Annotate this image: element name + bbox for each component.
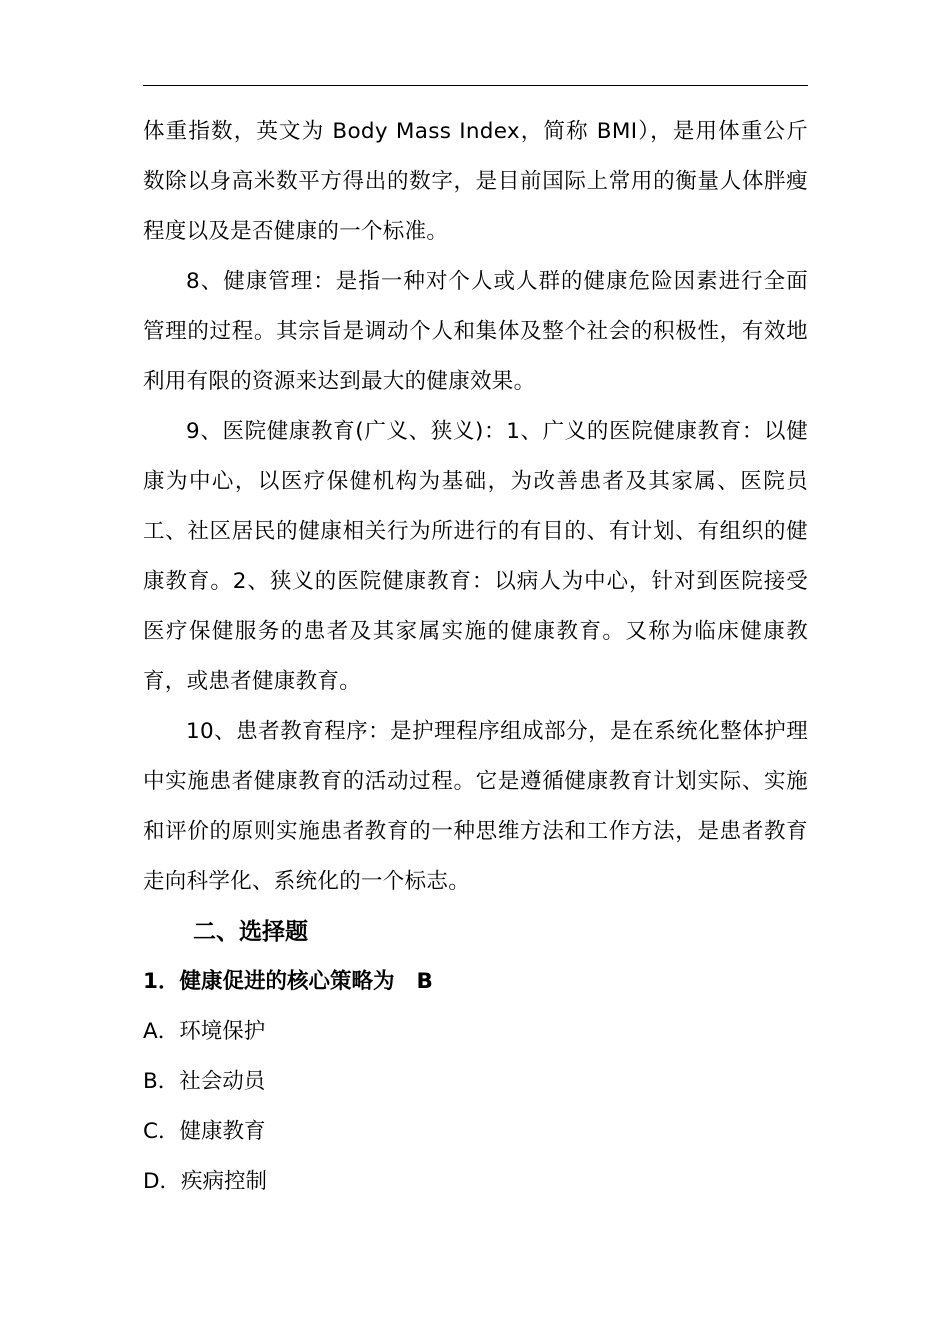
option-d: D．疾病控制 (143, 1169, 268, 1194)
option-c: C．健康教育 (143, 1119, 266, 1144)
document-body (143, 107, 808, 1207)
paragraph-health-management: 8、健康管理：是指一种对个人或人群的健康危险因素进行全面管理的过程。其宗旨是调动个人和集体及整个社会的积极性，有效地利用有限的资源来达到最大的健康效果。 (143, 269, 808, 394)
section-heading-choice-questions: 二、选择题 (193, 919, 308, 945)
question-text: 1．健康促进的核心策略为 (143, 969, 395, 994)
paragraph-bmi: 体重指数，英文为 Body Mass Index，简称 BMI），是用体重公斤数除以身高米数平方得出的数字，是目前国际上常用的衡量人体胖瘦程度以及是否健康的一个标准。 (143, 119, 808, 244)
paragraph-hospital-health-education: 9、医院健康教育(广义、狭义)：1、广义的医院健康教育：以健康为中心，以医疗保健机构为基础，为改善患者及其家属、医院员工、社区居民的健康相关行为所进行的有目的、有计划、有组织的健康教育。2、狭义的医院健康教育：以病人为中心，针对到医院接受医疗保健服务的患者及其家属实施的健康教育。又称为临床健康教育，或患者健康教育。 (143, 419, 808, 694)
question-answer: B (416, 969, 433, 994)
option-a: A．环境保护 (143, 1019, 266, 1044)
option-b: B．社会动员 (143, 1069, 266, 1094)
header-rule (143, 85, 808, 86)
paragraph-patient-education-process: 10、患者教育程序：是护理程序组成部分，是在系统化整体护理中实施患者健康教育的活动过程。它是遵循健康教育计划实际、实施和评价的原则实施患者教育的一种思维方法和工作方法，是患者教育走向科学化、系统化的一个标志。 (143, 719, 808, 894)
question-1 (143, 957, 808, 1007)
